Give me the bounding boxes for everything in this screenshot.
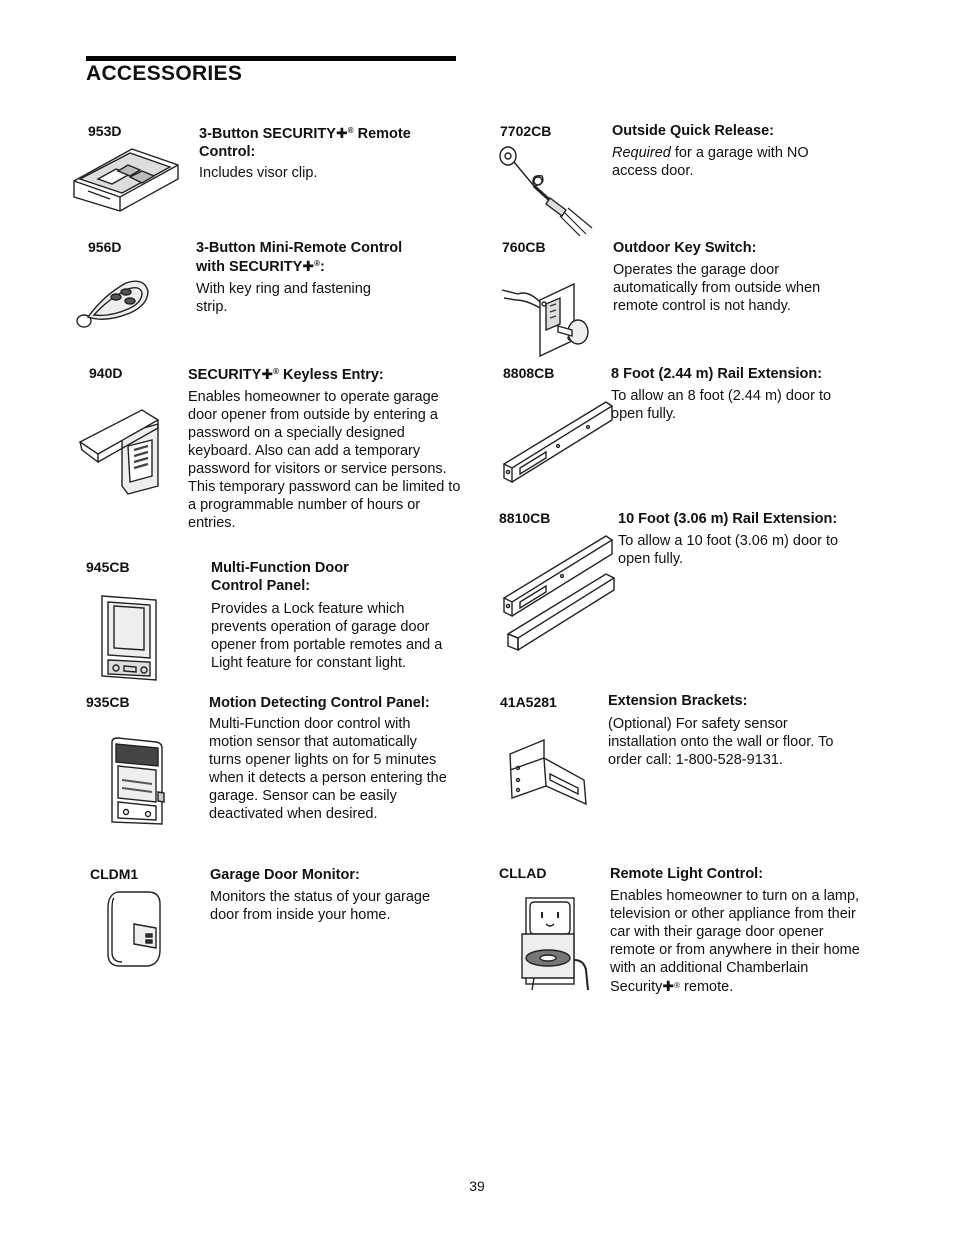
item-935cb-desc: Multi-Function door control with motion sensor that automatically turns opener lights on for 5 minutes when it detects a person entering the garage. Sensor can be easily deactivated when desired. — [209, 716, 447, 822]
item-940d-code: 940D — [89, 365, 123, 381]
item-cldm1-code: CLDM1 — [90, 866, 139, 882]
title-text: Keyless Entry: — [278, 367, 384, 383]
door-control-panel-945cb-illustration — [98, 592, 160, 682]
remote-light-control-cllad-illustration — [518, 894, 594, 992]
rail-extension-8808cb-illustration — [502, 400, 614, 484]
item-cldm1-desc: Monitors the status of your garage door from inside your home. — [210, 889, 431, 923]
garage-door-monitor-cldm1-illustration — [104, 888, 164, 970]
heading-rule — [86, 56, 456, 61]
title-text: 3-Button Mini-Remote Control — [196, 240, 403, 256]
item-8808cb-title: 8 Foot (2.44 m) Rail Extension: — [611, 366, 823, 382]
item-8810cb-title: 10 Foot (3.06 m) Rail Extension: — [618, 511, 838, 527]
item-8808cb-desc: To allow an 8 foot (2.44 m) door to open fully. — [611, 388, 832, 422]
item-953d-title — [199, 124, 449, 161]
title-text: : — [319, 259, 325, 275]
item-953d-code: 953D — [88, 123, 122, 139]
item-935cb-title: Motion Detecting Control Panel: — [209, 695, 430, 711]
registered-mark: ® — [347, 126, 354, 135]
required-emphasis: Required — [612, 145, 671, 161]
rail-extension-8810cb-illustration — [502, 534, 616, 652]
security-cross-symbol: ✚ — [662, 978, 675, 994]
title-text: 3-Button SECURITY — [199, 126, 336, 142]
item-956d-code: 956D — [88, 239, 122, 255]
title-text: Multi-Function Door — [211, 560, 349, 576]
item-956d-title — [196, 239, 456, 276]
item-cllad-desc — [610, 887, 865, 996]
keyless-entry-940d-illustration — [78, 406, 164, 496]
security-cross-symbol: ✚ — [302, 258, 315, 274]
item-945cb-title — [211, 559, 451, 595]
item-940d-desc: Enables homeowner to operate garage door opener from outside by entering a password on a specially designed keyboard. Also can add a temporary password for visitors or service persons. This temporary password can be limited to a programmable number of hours or entries. — [188, 389, 461, 531]
registered-mark: ® — [273, 367, 279, 376]
desc-text: for a garage with NO access door. — [612, 145, 809, 179]
item-760cb-title: Outdoor Key Switch: — [613, 240, 757, 256]
title-text: with SECURITY — [196, 259, 303, 275]
title-text: Control Panel: — [211, 578, 311, 594]
item-7702cb-code: 7702CB — [500, 123, 552, 139]
security-cross-symbol: ✚ — [261, 366, 274, 382]
page-number: 39 — [469, 1178, 485, 1194]
item-7702cb-desc — [612, 144, 852, 180]
registered-mark: ® — [314, 259, 320, 268]
item-41a5281-desc: (Optional) For safety sensor installation onto the wall or floor. To order call: 1-800-528-9131. — [608, 716, 834, 768]
item-8810cb-desc: To allow a 10 foot (3.06 m) door to open fully. — [618, 533, 839, 567]
item-41a5281-code: 41A5281 — [500, 694, 557, 710]
item-760cb-code: 760CB — [502, 239, 546, 255]
item-7702cb-title: Outside Quick Release: — [612, 123, 774, 139]
item-760cb-desc: Operates the garage door automatically from outside when remote control is not handy. — [613, 262, 821, 314]
security-cross-symbol: ✚ — [335, 125, 348, 141]
registered-mark: ® — [674, 981, 681, 990]
item-956d-desc: With key ring and fastening strip. — [196, 281, 371, 315]
title-text: Control: — [199, 144, 256, 160]
page-heading: ACCESSORIES — [86, 62, 243, 85]
motion-control-panel-935cb-illustration — [108, 736, 166, 830]
title-text: Remote — [353, 126, 411, 142]
item-41a5281-title: Extension Brackets: — [608, 693, 748, 709]
item-953d-desc: Includes visor clip. — [199, 165, 318, 181]
item-945cb-code: 945CB — [86, 559, 130, 575]
item-cllad-title: Remote Light Control: — [610, 866, 764, 882]
item-935cb-code: 935CB — [86, 694, 130, 710]
key-switch-760cb-illustration — [498, 280, 598, 360]
item-cldm1-title: Garage Door Monitor: — [210, 867, 360, 883]
desc-text: Enables homeowner to turn on a lamp, television or other appliance from their car with their garage door opener remote or from anywhere in their home with an additional Chamberlain Security — [610, 888, 860, 995]
remote-control-953d-illustration — [70, 143, 182, 215]
title-text: SECURITY — [188, 367, 262, 383]
item-8810cb-code: 8810CB — [499, 510, 551, 526]
item-945cb-desc: Provides a Lock feature which prevents operation of garage door opener from portable remotes and a Light feature for constant light. — [211, 601, 443, 671]
extension-brackets-41a5281-illustration — [506, 738, 590, 808]
item-940d-title — [188, 365, 458, 384]
item-8808cb-code: 8808CB — [503, 365, 555, 381]
mini-remote-956d-illustration — [74, 275, 154, 331]
desc-text: remote. — [680, 979, 734, 995]
quick-release-7702cb-illustration — [494, 144, 598, 236]
item-cllad-code: CLLAD — [499, 865, 547, 881]
